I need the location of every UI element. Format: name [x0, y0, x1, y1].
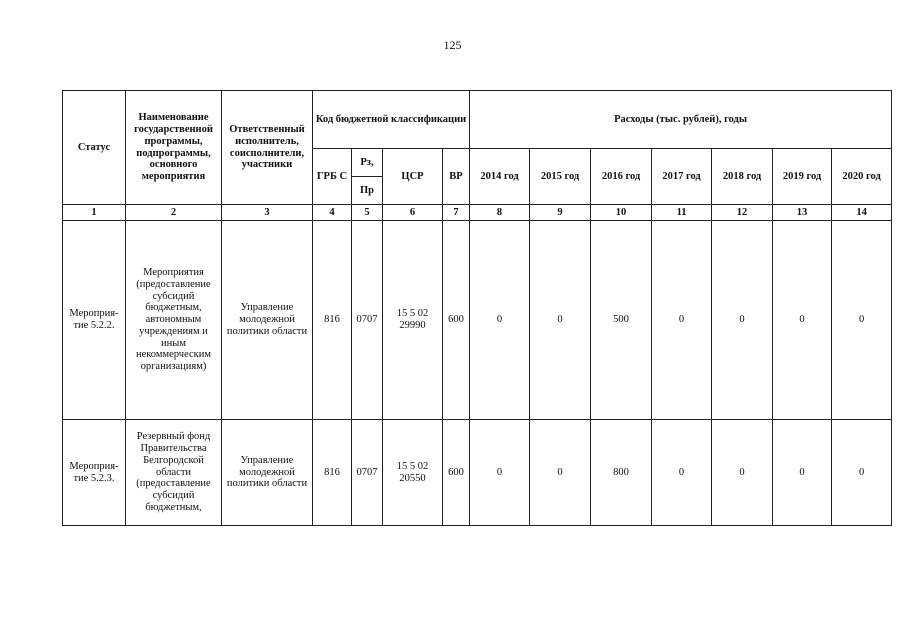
column-number: 1: [63, 205, 126, 221]
column-number-row: [63, 205, 892, 221]
column-number: 5: [352, 205, 383, 221]
row-value-2019: 0: [773, 221, 832, 420]
row-value-2017: 0: [652, 221, 712, 420]
header-grbs: ГРБ С: [313, 149, 352, 205]
row-grbs: 816: [313, 221, 352, 420]
header-vr: ВР: [443, 149, 470, 205]
row-vr: 600: [443, 221, 470, 420]
header-year-2014: 2014 год: [470, 149, 530, 205]
budget-table: [62, 90, 892, 526]
row-value-2016: 500: [591, 221, 652, 420]
row-value-2020: 0: [832, 420, 892, 526]
header-year-2016: 2016 год: [591, 149, 652, 205]
column-number: 9: [530, 205, 591, 221]
row-value-2015: 0: [530, 221, 591, 420]
row-name: Резервный фонд Правительства Белгородской области (предоставление субсидий бюджетным,: [126, 420, 222, 526]
row-value-2018: 0: [712, 221, 773, 420]
header-rz: Рз,: [352, 149, 383, 177]
row-value-2019: 0: [773, 420, 832, 526]
column-number: 10: [591, 205, 652, 221]
column-number: 12: [712, 205, 773, 221]
row-status: Мероприя-тие 5.2.3.: [63, 420, 126, 526]
header-expenses: Расходы (тыс. рублей), годы: [470, 91, 892, 149]
row-responsible: Управление молодежной политики области: [222, 221, 313, 420]
header-year-2018: 2018 год: [712, 149, 773, 205]
header-year-2019: 2019 год: [773, 149, 832, 205]
header-year-2017: 2017 год: [652, 149, 712, 205]
header-year-2015: 2015 год: [530, 149, 591, 205]
row-csr: 15 5 02 29990: [383, 221, 443, 420]
column-number: 4: [313, 205, 352, 221]
row-name: Мероприятия (предоставление субсидий бюджетным, автономным учреждениям и иным некоммерческим организациям): [126, 221, 222, 420]
row-value-2018: 0: [712, 420, 773, 526]
row-value-2014: 0: [470, 420, 530, 526]
column-number: 3: [222, 205, 313, 221]
page-number: 125: [443, 38, 462, 52]
row-value-2015: 0: [530, 420, 591, 526]
table-row: [63, 221, 892, 420]
header-responsible: Ответственный исполнитель, соисполнители, участники: [222, 91, 313, 205]
column-number: 7: [443, 205, 470, 221]
header-year-2020: 2020 год: [832, 149, 892, 205]
header-budget-code: Код бюджетной классификации: [313, 91, 470, 149]
column-number: 6: [383, 205, 443, 221]
row-value-2017: 0: [652, 420, 712, 526]
column-number: 2: [126, 205, 222, 221]
row-responsible: Управление молодежной политики области: [222, 420, 313, 526]
row-rzpr: 0707: [352, 221, 383, 420]
column-number: 13: [773, 205, 832, 221]
header-pr: Пр: [352, 177, 383, 205]
header-csr: ЦСР: [383, 149, 443, 205]
header-status: Статус: [63, 91, 126, 205]
header-name: Наименование государственной программы, подпрограммы, основного мероприятия: [126, 91, 222, 205]
row-grbs: 816: [313, 420, 352, 526]
row-value-2020: 0: [832, 221, 892, 420]
column-number: 14: [832, 205, 892, 221]
row-rzpr: 0707: [352, 420, 383, 526]
column-number: 11: [652, 205, 712, 221]
column-number: 8: [470, 205, 530, 221]
row-csr: 15 5 02 20550: [383, 420, 443, 526]
row-vr: 600: [443, 420, 470, 526]
table-row: [63, 420, 892, 526]
row-value-2016: 800: [591, 420, 652, 526]
row-status: Мероприя-тие 5.2.2.: [63, 221, 126, 420]
row-value-2014: 0: [470, 221, 530, 420]
